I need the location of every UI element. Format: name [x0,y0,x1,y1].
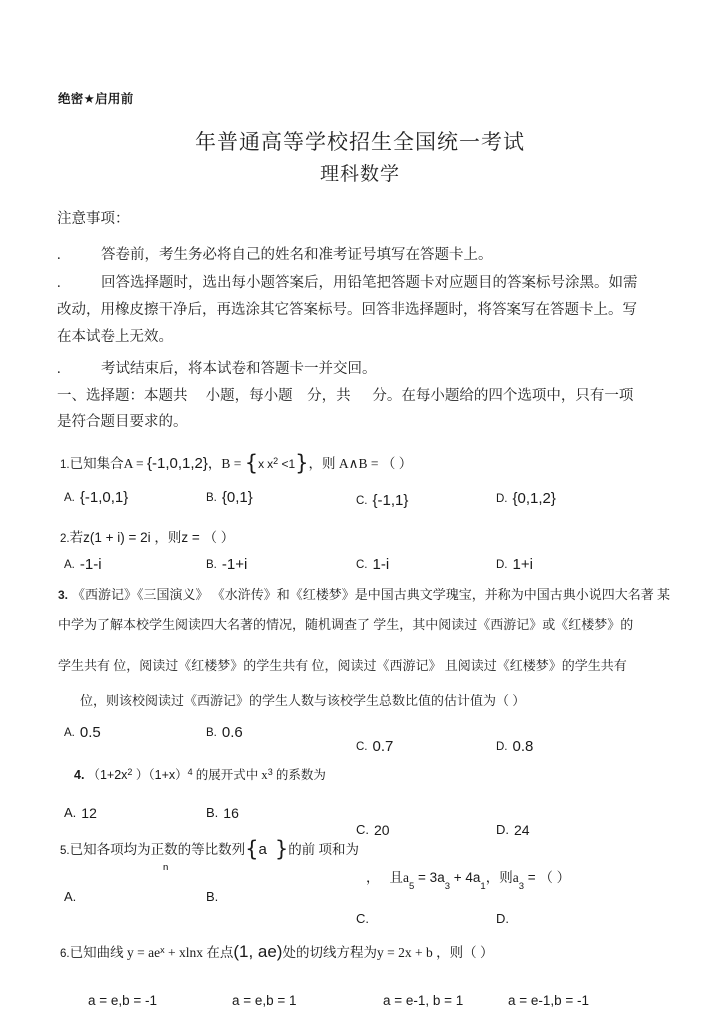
condition-subscript-3: 1 [480,881,486,892]
section-heading-line: 是符合题目要求的。 [57,414,188,430]
question-6-text-part1: 已知曲线 y = ae [69,945,161,960]
option-label: C. [356,495,368,507]
option-label: B. [206,727,217,739]
notice-list-item [57,356,377,383]
question-2-option-d[interactable] [496,556,533,573]
question-1-set-a: {-1,0,1,2} [146,455,208,472]
option-value: 0.6 [221,724,243,741]
option-value: 0.5 [79,724,101,741]
question-1-option-a[interactable] [64,489,128,506]
question-6-option-a[interactable] [88,992,157,1008]
set-b-condition: x [267,457,274,471]
question-6-text-part2: + xlnx 在点 [164,945,234,960]
question-4-exp-c: 3 [267,767,273,777]
sequence-subscript: n [163,862,169,873]
notice-text: 答卷前，考生务必将自己的姓名和准考证号填写在答题卡上。 [101,247,493,263]
question-3-text-line1: 《西游记》《三国演义》 《水浒传》和《红楼梦》是中国古典文学瑰宝，并称为中国古典小说四大名著 某 [72,587,671,602]
condition-mid: = 3a [414,870,445,885]
question-1-text-part3: ，则 A∧B = （ ） [308,456,413,471]
option-label: A. [64,889,77,904]
option-label: C. [356,559,368,571]
condition-subscript-4: 3 [518,881,524,892]
question-4-text-b: ）（1+x） [132,768,188,782]
sequence-symbol: a [258,841,267,858]
page-subtitle: 理科数学 [319,164,400,185]
option-value: 1+i [512,556,533,573]
condition-suffix: ，则a [485,870,519,885]
question-5-option-a[interactable] [64,889,81,906]
option-value: -1+i [221,556,248,573]
question-2-number: 2. [60,533,70,545]
question-1-text-part2: ，B = [207,456,245,471]
question-4-stem [74,765,326,783]
option-value: -1-i [79,556,102,573]
question-1-stem [60,451,413,475]
question-5-condition [366,866,571,892]
question-5-text-part2: 的前 项和为 [288,842,360,857]
notice-text-continuation: 改动，用橡皮擦干净后，再选涂其它答案标号。回答非选择题时，将答案写在答题卡上。写 [57,302,637,318]
question-4-text-d: 的系数为 [272,768,326,782]
notice-marker: . [57,275,61,291]
question-4-option-d[interactable] [496,822,530,838]
option-value: a = e,b = 1 [232,993,297,1008]
option-label: A. [64,805,77,820]
question-4-text-a: （1+2x [87,768,128,782]
set-b-variable: x [258,457,265,471]
condition-subscript-2: 3 [444,881,450,892]
option-value: 24 [514,822,530,838]
option-label: D. [496,911,509,926]
question-6-option-b[interactable] [232,992,297,1008]
question-1-option-c[interactable] [356,492,408,509]
option-value: 12 [81,805,97,821]
option-value: {0,1,2} [512,490,556,507]
option-value: {-1,1} [372,492,409,509]
question-3-option-b[interactable] [206,724,243,741]
question-3-option-c[interactable] [356,738,393,755]
question-5-text-part1: 已知各项均为正数的等比数列 [69,842,246,857]
question-2-option-b[interactable] [206,556,247,573]
notice-marker: . [57,247,61,263]
option-value: 20 [374,822,390,838]
set-b-condition-exponent: 2 [273,456,279,466]
option-label: C. [356,822,369,837]
notice-text: 回答选择题时，选出每小题答案后，用铅笔把答题卡对应题目的答案标号涂黑。如需 [101,275,638,291]
question-3-stem-line1 [58,584,670,603]
option-label: C. [356,911,369,926]
section-heading-line: 一、选择题：本题共 小题，每小题 分，共 分。在每小题给的四个选项中，只有一项 [57,388,634,404]
question-4-option-a[interactable] [64,805,97,821]
option-value: 0.7 [372,738,394,755]
option-label: B. [206,559,217,571]
notice-text-continuation: 在本试卷上无效。 [57,329,173,345]
notice-list-item [57,242,493,269]
question-2-option-a[interactable] [64,556,102,573]
question-3-stem-line3: 学生共有 位，阅读过《红楼梦》的学生共有 位，阅读过《西游记》 且阅读过《红楼梦》的学生共有 [58,658,627,673]
option-label: D. [496,741,508,753]
notice-heading: 注意事项： [57,211,130,227]
question-3-option-d[interactable] [496,738,533,755]
question-5-option-d[interactable] [496,911,514,928]
option-value: 16 [223,805,239,821]
option-value: 0.8 [512,738,534,755]
question-5-option-b[interactable] [206,889,223,906]
notice-text: 考试结束后，将本试卷和答题卡一并交回。 [101,361,377,377]
question-2-option-c[interactable] [356,556,389,573]
question-1-option-b[interactable] [206,489,253,506]
question-3-number: 3. [58,588,69,602]
option-label: D. [496,559,508,571]
secret-mark-label: 绝密★启用前 [58,92,134,106]
question-1-number: 1. [60,459,70,471]
question-4-number: 4. [74,768,85,782]
question-4-option-c[interactable] [356,822,390,838]
question-6-text-part3: 处的切线方程为y = 2x + b ，则（ ） [282,945,494,960]
option-value: {-1,0,1} [79,489,129,506]
question-5-option-c[interactable] [356,911,374,928]
question-3-option-a[interactable] [64,724,101,741]
page-title: 年普通高等学校招生全国统一考试 [195,130,525,154]
condition-comma: ， [366,870,380,885]
option-value: a = e-1, b = 1 [383,993,464,1008]
question-6-exponent: x [160,945,165,955]
option-label: B. [206,492,217,504]
option-value: 1-i [372,556,390,573]
question-1-text-part1: 已知集合A = [69,456,147,471]
question-2-text: 若z(1 + i) = 2i ，则z = （ ） [69,530,235,545]
option-label: D. [496,493,508,505]
option-label: D. [496,822,509,837]
condition-mid-2: + 4a [450,870,481,885]
option-label: B. [206,805,219,820]
condition-end: = （ ） [524,870,571,885]
question-6-option-c[interactable] [383,992,463,1008]
question-4-text-c: 的展开式中 x [192,768,268,782]
question-3-stem-line4: 位，则该校阅读过《西游记》的学生人数与该校学生总数比值的估计值为（ ） [80,693,526,708]
set-b-close-brace: } [295,451,309,475]
question-6-stem [60,941,493,962]
option-value: a = e,b = -1 [88,993,158,1008]
option-label: B. [206,889,219,904]
question-2-stem [60,526,234,546]
option-label: C. [356,741,368,753]
question-5-stem [60,837,360,861]
option-value: {0,1} [221,489,253,506]
question-4-exp-b: 4 [187,767,193,777]
option-value: a = e-1,b = -1 [508,993,590,1008]
question-6-point: (1, ae) [233,942,283,961]
question-5-number: 5. [60,845,70,857]
question-1-option-d[interactable] [496,490,556,507]
condition-prefix: 且a [389,870,409,885]
sequence-open-brace: { [245,837,259,861]
question-4-option-b[interactable] [206,805,239,821]
sequence-close-brace: } [274,837,289,861]
set-b-condition-rest: <1 [278,457,296,471]
question-4-exp-a: 2 [127,767,133,777]
condition-subscript-1: 5 [409,881,415,892]
question-6-number: 6. [60,948,70,960]
notice-list-item [57,270,638,297]
notice-marker: . [57,361,61,377]
option-label: A. [64,559,75,571]
question-6-option-d[interactable] [508,992,589,1008]
set-b-open-brace: { [244,451,259,475]
option-label: A. [64,727,75,739]
option-label: A. [64,492,75,504]
question-3-stem-line2: 中学为了解本校学生阅读四大名著的情况，随机调查了 学生，其中阅读过《西游记》或《红楼梦》的 [58,617,634,632]
